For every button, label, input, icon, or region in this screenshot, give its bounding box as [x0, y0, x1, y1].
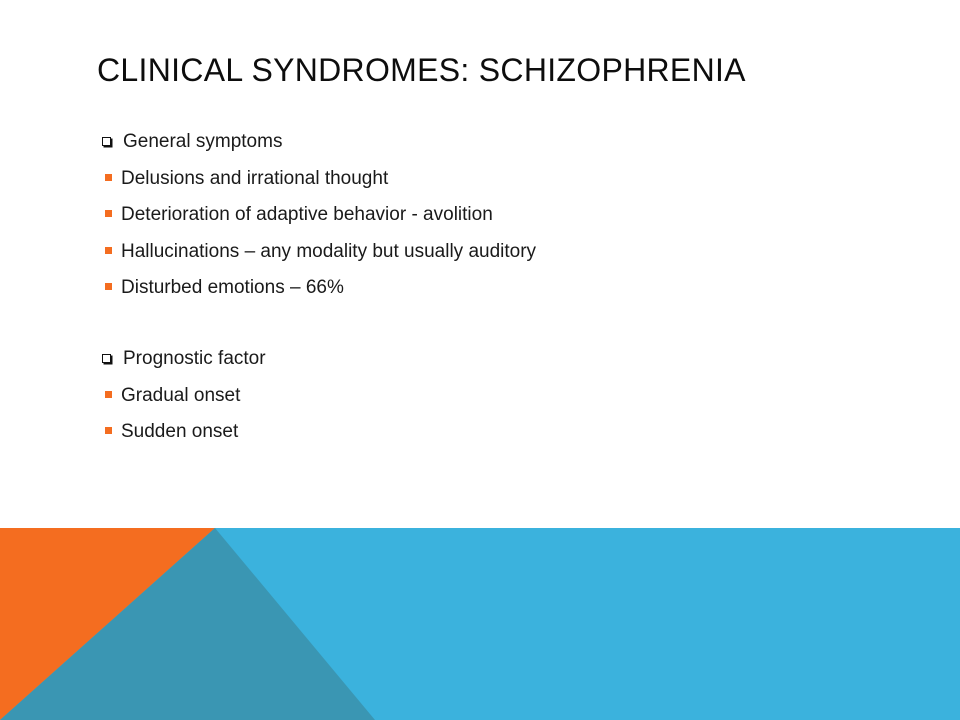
- bullet-item: [100, 234, 900, 271]
- section-heading: [100, 341, 900, 378]
- orange-square-bullet-icon: [105, 427, 112, 434]
- orange-square-bullet-icon: [105, 283, 112, 290]
- orange-square-bullet-icon: [105, 391, 112, 398]
- hollow-square-icon: [102, 137, 111, 146]
- slide-title: CLINICAL SYNDROMES: SCHIZOPHRENIA: [97, 52, 746, 88]
- bullet-text: Gradual onset: [121, 384, 241, 406]
- decorative-footer-band: [0, 528, 960, 720]
- section-heading-text: General symptoms: [123, 131, 283, 152]
- bullet-text: Deterioration of adaptive behavior - avolition: [121, 204, 493, 226]
- bullet-item: [100, 270, 900, 307]
- orange-square-bullet-icon: [105, 174, 112, 181]
- orange-square-bullet-icon: [105, 247, 112, 254]
- hollow-square-icon: [102, 354, 111, 363]
- bullet-item: [100, 378, 900, 415]
- bullet-text: Delusions and irrational thought: [121, 167, 389, 189]
- slide-body: [100, 124, 900, 451]
- bullet-text: Hallucinations – any modality but usually auditory: [121, 240, 537, 262]
- bullet-text: Disturbed emotions – 66%: [121, 277, 344, 299]
- bullet-item: [100, 161, 900, 198]
- bullet-item: [100, 197, 900, 234]
- section-heading-text: Prognostic factor: [123, 347, 266, 369]
- bullet-item: [100, 414, 900, 451]
- orange-square-bullet-icon: [105, 210, 112, 217]
- section-heading: [100, 124, 900, 161]
- bullet-text: Sudden onset: [121, 421, 239, 443]
